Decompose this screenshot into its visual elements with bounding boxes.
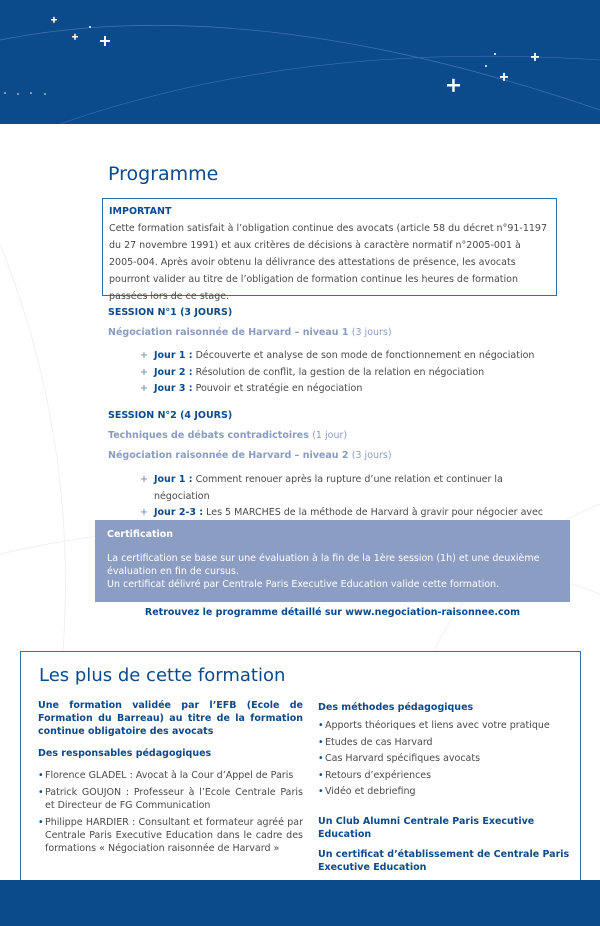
list-item: • Apports théoriques et liens avec votre pratique: [318, 719, 578, 732]
methodes-title: Des méthodes pédagogiques: [318, 702, 474, 713]
session2-duration2: (3 jours): [351, 450, 392, 461]
certificat-etablissement: Un certificat d’établissement de Centrale Paris Executive Education: [318, 849, 570, 873]
day-label: Jour 2 :: [154, 366, 193, 378]
plus-icon: +: [140, 350, 148, 361]
list-item: [140, 348, 550, 365]
session2-title: SESSION N°2 (4 JOURS): [108, 410, 233, 421]
session1-days: [140, 348, 550, 398]
responsables-title: Des responsables pédagogiques: [38, 748, 212, 759]
session1-subtitle: [108, 327, 392, 338]
list-item: [140, 472, 550, 505]
methodes-list: [318, 719, 578, 798]
list-item: • Vidéo et debriefing: [318, 785, 578, 798]
club-alumni: Un Club Alumni Centrale Paris Executive Education: [318, 816, 535, 840]
session2-subtitle1: [108, 430, 347, 441]
day-label: Jour 2-3 :: [154, 507, 204, 518]
list-item: • Retours d’expériences: [318, 769, 578, 782]
footer-band: [0, 880, 600, 926]
day-text: Les 5 MARCHES de la méthode de Harvard à gravir pour négocier avec: [206, 507, 544, 518]
list-item: • Patrick GOUJON : Professeur à l’Ecole Centrale Paris et Directeur de FG Communication: [38, 786, 303, 812]
responsables-list: [38, 769, 303, 855]
list-item: • Philippe HARDIER : Consultant et formateur agréé par Centrale Paris Executive Education dans le cadre des formations « Négociation raisonnée de Harvard »: [38, 816, 303, 855]
list-item: • Florence GLADEL : Avocat à la Cour d’Appel de Paris: [38, 769, 303, 782]
day-text: Découverte et analyse de son mode de fonctionnement en négociation: [192, 350, 535, 361]
list-item: • Etudes de cas Harvard: [318, 736, 578, 749]
day-label: Jour 3 :: [154, 383, 193, 394]
important-notice: [102, 198, 557, 302]
important-title: IMPORTANT: [109, 206, 172, 217]
session2-subtitle1-text: Techniques de débats contradictoires: [108, 430, 309, 441]
benefits-left-column: [38, 699, 303, 855]
website-link[interactable]: Retrouvez le programme détaillé sur www.negociation-raisonnee.com: [144, 607, 521, 618]
day-text: Comment renouer après la rupture d’une relation et continuer la négociation: [154, 474, 503, 502]
important-text: Cette formation satisfait à l’obligation continue des avocats (article 58 du décret n°91-1197 du 27 novembre 1991) et aux critères de décisions à caractère normatif n°2005-001 à 2005-004. Après avoir obtenu la délivrance des attestations de présence, les avocats pourront valider au titre de l’obligation de formation continue les heures de formation passées lors de ce stage.: [109, 223, 548, 302]
certification-text: La certification se base sur une évaluation à la fin de la 1ère session (1h) et une deuxième évaluation en fin de cursus.: [107, 553, 540, 577]
list-item: [140, 381, 550, 398]
day-label: Jour 1 :: [154, 350, 193, 361]
star-decoration: [0, 0, 600, 124]
certification-text-2: Un certificat délivré par Centrale Paris Executive Education valide cette formation.: [107, 579, 500, 590]
day-text: Résolution de conflit, la gestion de la relation en négociation: [192, 366, 485, 378]
session1-subtitle-text: Négociation raisonnée de Harvard – niveau 1: [108, 327, 349, 338]
plus-icon: +: [140, 474, 148, 485]
page-title: Programme: [108, 163, 219, 185]
benefits-right-column: [318, 701, 578, 874]
header-band: [0, 0, 600, 124]
session2-duration1: (1 jour): [312, 430, 348, 441]
day-text: Pouvoir et stratégie en négociation: [192, 383, 363, 394]
benefits-box: [20, 651, 581, 897]
list-item: [140, 365, 550, 382]
session1-title: SESSION N°1 (3 JOURS): [108, 307, 233, 318]
day-label: Jour 1 :: [154, 474, 193, 485]
benefits-title: Les plus de cette formation: [39, 665, 286, 686]
session2-subtitle2-text: Négociation raisonnée de Harvard – niveau 2: [108, 450, 349, 461]
efb-validation: Une formation validée par l’EFB (Ecole de Formation du Barreau) au titre de la formation continue obligatoire des avocats: [38, 700, 303, 737]
plus-icon: +: [140, 383, 148, 394]
session1-duration: (3 jours): [351, 327, 392, 338]
certification-title: Certification: [107, 529, 174, 540]
certification-box: [95, 520, 570, 602]
session2-subtitle2: [108, 450, 392, 461]
plus-icon: +: [140, 507, 148, 518]
plus-icon: +: [140, 366, 148, 378]
list-item: • Cas Harvard spécifiques avocats: [318, 752, 578, 765]
